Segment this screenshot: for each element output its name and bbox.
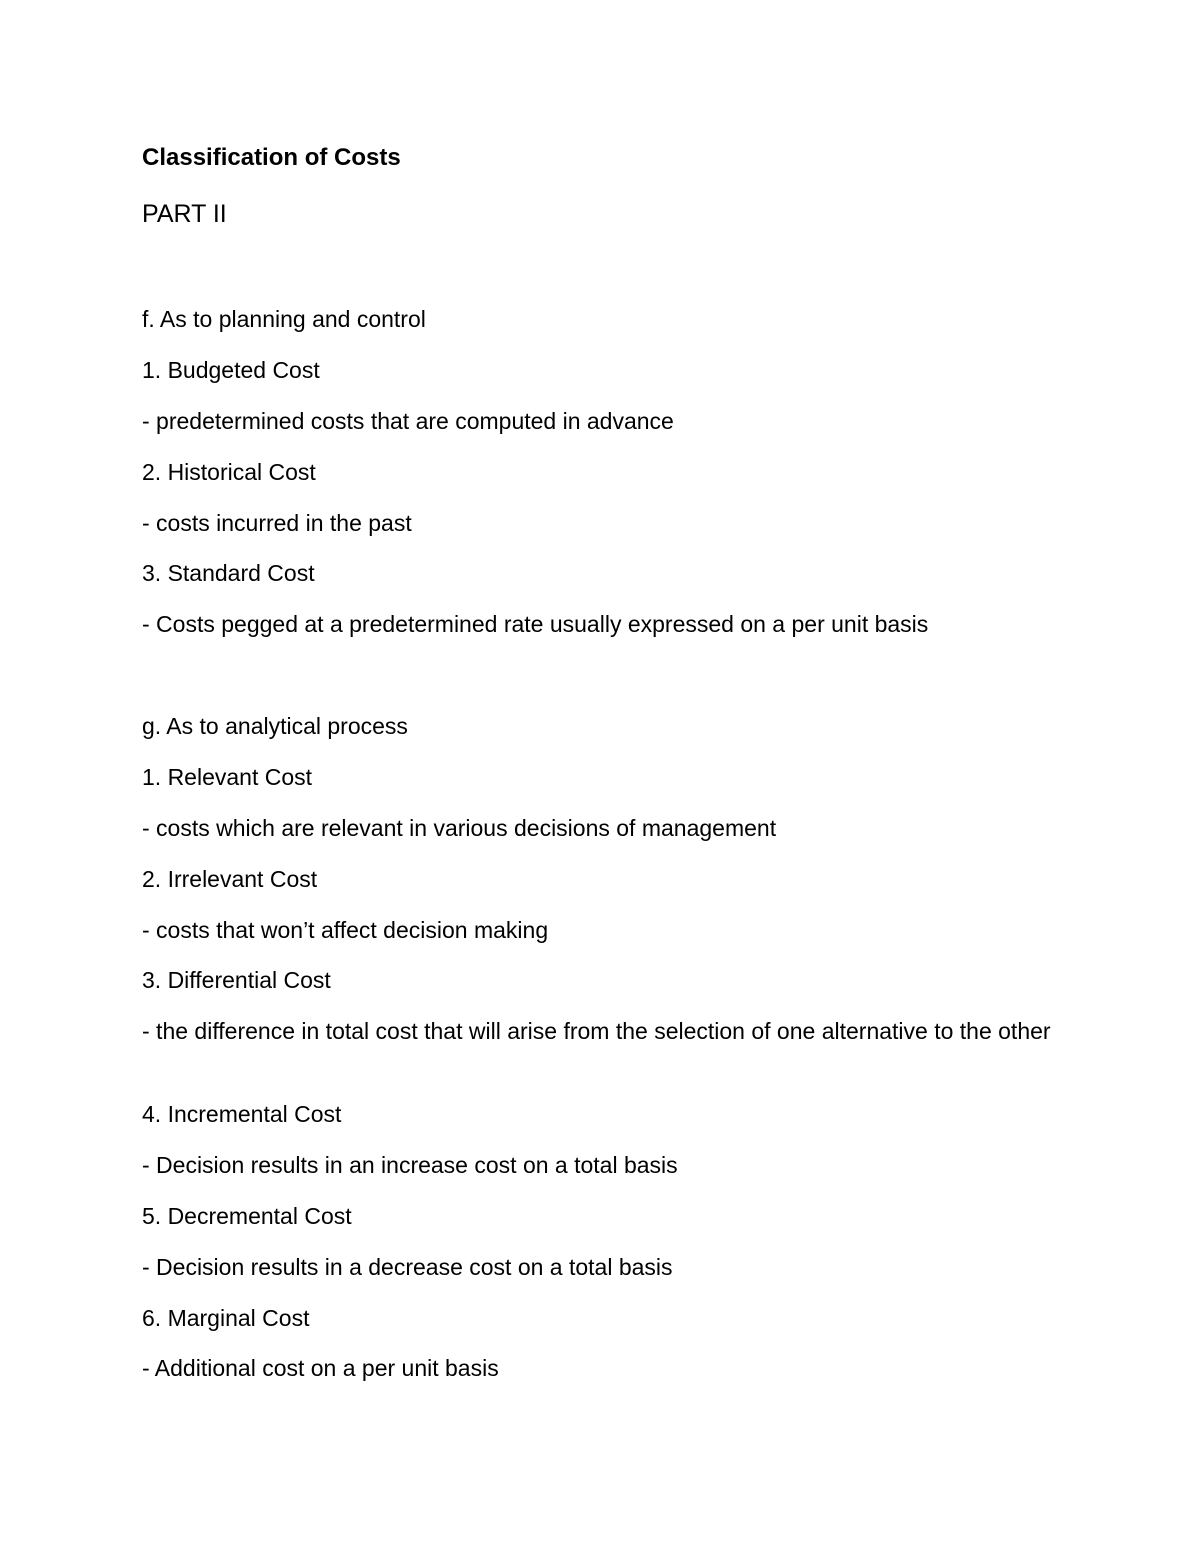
part-heading: PART II bbox=[142, 200, 227, 228]
section-f-item-2-desc: - costs incurred in the past bbox=[142, 510, 412, 536]
section-f-item-3-label: 3. Standard Cost bbox=[142, 560, 315, 586]
section-g-item-1-desc: - costs which are relevant in various decisions of management bbox=[142, 815, 777, 841]
section-g-item-3-label: 3. Differential Cost bbox=[142, 967, 331, 993]
section-g-item-6-label: 6. Marginal Cost bbox=[142, 1305, 310, 1331]
section-g-item-2-label: 2. Irrelevant Cost bbox=[142, 866, 318, 892]
section-g-item-5-label: 5. Decremental Cost bbox=[142, 1203, 352, 1229]
section-g-item-6-desc: - Additional cost on a per unit basis bbox=[142, 1355, 499, 1381]
section-g-heading: g. As to analytical process bbox=[142, 713, 408, 739]
section-g-item-5-desc: - Decision results in a decrease cost on a total basis bbox=[142, 1254, 673, 1280]
section-g-item-4-label: 4. Incremental Cost bbox=[142, 1101, 342, 1127]
section-g-item-2-desc: - costs that won’t affect decision making bbox=[142, 917, 549, 943]
document-title: Classification of Costs bbox=[142, 144, 401, 171]
section-f-heading: f. As to planning and control bbox=[142, 306, 426, 332]
section-g-item-1-label: 1. Relevant Cost bbox=[142, 764, 313, 790]
section-f-item-1-label: 1. Budgeted Cost bbox=[142, 357, 320, 383]
section-g-item-4-desc: - Decision results in an increase cost on a total basis bbox=[142, 1152, 678, 1178]
section-g-item-3-desc: - the difference in total cost that will arise from the selection of one alternative to the other bbox=[142, 1018, 1051, 1044]
section-f-item-2-label: 2. Historical Cost bbox=[142, 459, 316, 485]
section-f-item-3-desc: - Costs pegged at a predetermined rate usually expressed on a per unit basis bbox=[142, 611, 929, 637]
section-f-item-1-desc: - predetermined costs that are computed in advance bbox=[142, 408, 674, 434]
